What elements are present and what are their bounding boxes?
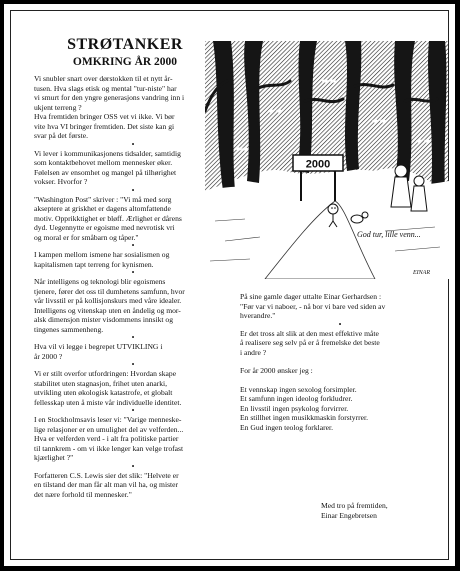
bullet-separator: • xyxy=(131,185,135,195)
paragraph: Når intelligens og teknologi blir egoismens tjenere, fører det oss til dumhetens samfunn, hvor vår livsstil er på kollisjonskurs med våre idealer. Intelligens og vitenskap uten en åndelig og mor- alsk dimensjon mister visdommens innsikt og tingenes sammenheng. xyxy=(34,277,185,334)
left-text-column xyxy=(34,74,232,499)
paragraph: Vi er stilt overfor utfordringen: Hvordan skape stabilitet uten stagnasjon, frihet uten anarki, utvikling uten økologisk katastrofe, et globalt fellesskap uten å miste vår individuelle identitet. xyxy=(34,369,182,407)
bullet-separator: • xyxy=(338,319,342,329)
cartoon-signature: EINAR xyxy=(413,270,430,276)
page-title: STRØTANKER xyxy=(67,36,183,53)
paragraph: Vi lever i kommunikasjonens tidsalder, samtidig som kontaktbehovet mellom mennesker øker. Følelsen av ensomhet og mangel på tilhørighet vokser. Hvorfor ? xyxy=(34,148,181,186)
document-page xyxy=(4,4,455,566)
closing-line: Med tro på fremtiden, xyxy=(321,501,388,510)
paragraph: "Washington Post" skriver : "Vi må med sorg akseptere at griskhet er dagens altomfattende motiv. Opprikktighet er bløff. Ærlighet er dårens dyd. Uegennytte er egoisme med nevrotisk vri og moral er for småbarn og tåper." xyxy=(34,194,182,242)
bullet-separator: • xyxy=(131,268,135,277)
paragraph: Forfatteren C.S. Lewis sier det slik: "Helvete er en tilstand der man får alt man vil ha, og mister det nære forhold til mennesker." xyxy=(34,470,179,499)
signpost-label: 2000 xyxy=(305,158,331,171)
bullet-separator: • xyxy=(131,333,135,342)
bullet-separator: • xyxy=(131,360,135,369)
right-text-column xyxy=(240,292,440,432)
bullet-separator: • xyxy=(131,241,135,250)
page-subtitle: OMKRING ÅR 2000 xyxy=(72,56,178,68)
wish-list: Et vennskap ingen sexolog forsimpler. Et samfunn ingen ideolog forkludrer. En livsstil ingen psykolog forvirrer. En stillhet ingen musikkmaskin forstyrrer. En Gud ingen teolog forklarer. xyxy=(240,384,369,432)
bullet-separator: • xyxy=(131,139,135,149)
cartoon-caption: God tur, lille venn... xyxy=(357,230,421,239)
paragraph: Er det tross alt slik at den mest effektive måte å realisere seg selv på er å fremelske det beste i andre ? xyxy=(240,328,380,357)
forest-cartoon-illustration xyxy=(205,41,449,279)
paragraph: Hva vil vi legge i begrepet UTVIKLING i år 2000 ? xyxy=(34,342,163,361)
closing-signoff xyxy=(321,501,388,520)
author-name: Einar Engebretsen xyxy=(321,510,377,520)
paragraph: I kampen mellom ismene har sosialismen og kapitalismen tapt terreng for kynismen. xyxy=(34,250,170,269)
paragraph: I en Stockholmsavis leser vi: "Varige menneske- lige relasjoner er en umulighet del av velferden... Hva er velferden verd - i alt fra politiske partier til tannkrem - om vi ikke lenger kan velge trofast kjærlighet ?" xyxy=(34,415,184,462)
bullet-separator: • xyxy=(131,461,135,471)
paragraph: For år 2000 ønsker jeg : xyxy=(240,366,313,375)
bullet-separator: • xyxy=(131,406,135,415)
paragraph: Vi snubler snart over dørstokken til et nytt år- tusen. Hva slags etisk og mental "tur-niste" har vi smurt for den yngre generasjons vandring inn i ukjent terreng ? Hva fremtiden bringer OSS vet vi ikke. Vi bør vite hva VI bringer fremtiden. Det siste kan gi svar på det første. xyxy=(34,74,185,140)
paragraph: På sine gamle dager uttalte Einar Gerhardsen : "Før var vi naboer, - nå bor vi bare ved siden av hverandre." xyxy=(240,292,386,320)
